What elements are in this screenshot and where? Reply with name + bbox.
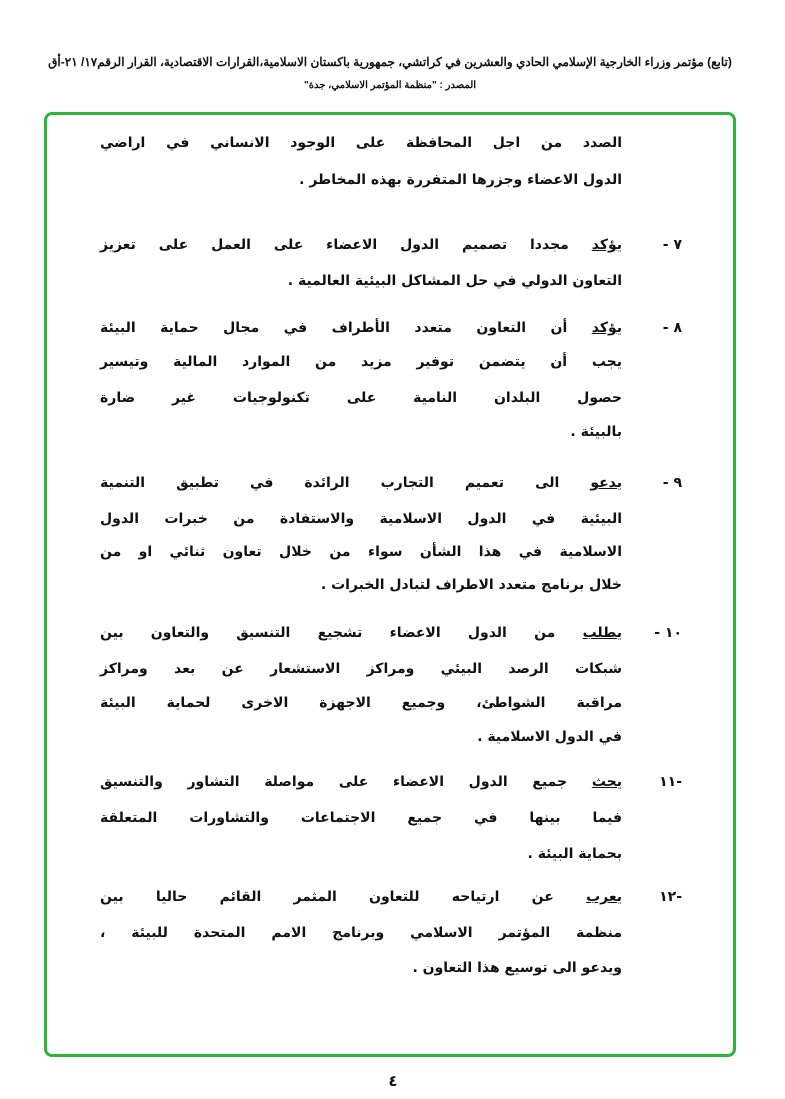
paragraph-line — [100, 542, 622, 562]
paragraph-line — [100, 170, 622, 190]
line-text: البيئية في الدول الاسلامية والاستفادة من خبرات الدول — [100, 511, 622, 527]
line-text: حصول البلدان النامية على تكنولوجيات غير ضارة — [100, 390, 622, 406]
operative-verb: يدعو — [590, 475, 622, 491]
line-text: شبكات الرصد البيئي ومراكز الاستشعار عن بعد ومراكز — [100, 661, 622, 677]
page-number: ٤ — [388, 1072, 398, 1090]
paragraph-line — [100, 844, 622, 864]
line-text: بالبيئة . — [570, 424, 622, 440]
paragraph-line — [100, 623, 622, 643]
line-text: الاسلامية في هذا الشأن سواء من خلال تعاون ثنائي او من — [100, 544, 622, 560]
line-text: يجب أن يتضمن توفير مزيد من الموارد المالية وتيسير — [100, 354, 622, 370]
paragraph-number: ١٠ - — [654, 625, 682, 641]
paragraph-line — [100, 352, 622, 372]
operative-verb: يعرب — [586, 889, 622, 905]
paragraph-line — [100, 235, 622, 255]
paragraph-number: ٨ - — [662, 320, 682, 336]
paragraph-line — [100, 727, 622, 747]
line-text: جميع الدول الاعضاء على مواصلة التشاور والتنسيق — [100, 774, 592, 790]
paragraph-number: -١١ — [659, 774, 682, 790]
line-text: في الدول الاسلامية . — [477, 729, 622, 745]
line-text: الدول الاعضاء وجزرها المتفررة بهذه المخاطر . — [299, 172, 622, 188]
paragraph-line — [100, 958, 622, 978]
operative-verb: يحث — [591, 774, 622, 790]
line-text: ويدعو الى توسيع هذا التعاون . — [412, 960, 622, 976]
line-text: عن ارتياحه للتعاون المثمر القائم حاليا بين — [100, 889, 587, 905]
paragraph-line — [100, 575, 622, 595]
line-text: أن التعاون متعدد الأطراف في مجال حماية البيئة — [100, 320, 592, 336]
paragraph-line — [100, 271, 622, 291]
document-header-title: (تابع) مؤتمر وزراء الخارجية الإسلامي الحادي والعشرين في كراتشي، جمهورية باكستان الاسلامية،القرارات الاقتصادية، القرار الرقم١٧/ ٢١-أق — [48, 55, 732, 69]
paragraph-number: -١٢ — [659, 889, 682, 905]
operative-verb: يؤكد — [591, 320, 622, 336]
line-text: التعاون الدولي في حل المشاكل البيئية العالمية . — [287, 273, 622, 289]
paragraph-line — [100, 693, 622, 713]
paragraph-line — [100, 133, 622, 153]
paragraph-number: ٩ - — [662, 475, 682, 491]
paragraph-line — [100, 772, 622, 792]
line-text: مراقبة الشواطئ، وجميع الاجهزة الاخرى لحماية البيئة — [100, 695, 622, 711]
line-text: منظمة المؤتمر الاسلامي وبرنامج الامم المتحدة للبيئة ، — [100, 925, 622, 941]
line-text: خلال برنامج متعدد الاطراف لتبادل الخبرات . — [320, 577, 622, 593]
operative-verb: يطلب — [582, 625, 622, 641]
document-header-source: المصدر : "منظمة المؤتمر الاسلامي، جدة" — [303, 80, 477, 91]
operative-verb: يؤكد — [591, 237, 622, 253]
paragraph-line — [100, 473, 622, 493]
paragraph-number: ٧ - — [662, 237, 682, 253]
line-text: الى تعميم التجارب الرائدة في تطبيق التنمية — [100, 475, 591, 491]
paragraph-line — [100, 659, 622, 679]
line-text: من الدول الاعضاء تشجيع التنسيق والتعاون بين — [100, 625, 583, 641]
paragraph-line — [100, 318, 622, 338]
line-text: الصدد من اجل المحافظة على الوجود الانساني في اراضي — [100, 135, 622, 151]
paragraph-line — [100, 509, 622, 529]
paragraph-line — [100, 808, 622, 828]
paragraph-line — [100, 388, 622, 408]
paragraph-line — [100, 923, 622, 943]
line-text: مجددا تصميم الدول الاعضاء على العمل على تعزيز — [100, 237, 592, 253]
paragraph-line — [100, 422, 622, 442]
line-text: بحماية البيئة . — [527, 846, 622, 862]
line-text: فيما بينها في جميع الاجتماعات والتشاورات المتعلقة — [100, 810, 622, 826]
paragraph-line — [100, 887, 622, 907]
